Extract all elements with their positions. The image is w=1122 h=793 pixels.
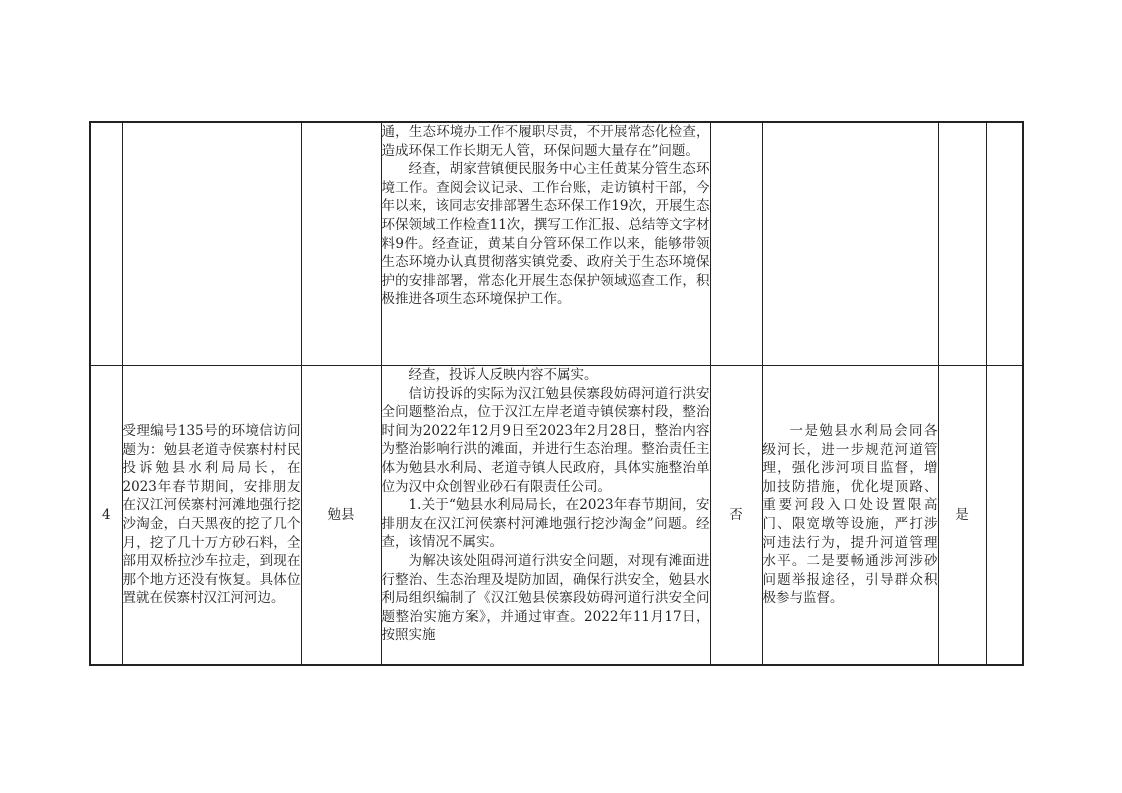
table-row: [90, 366, 1023, 666]
complaint-cell: [122, 122, 301, 366]
findings-cell: [381, 366, 710, 666]
closed-value: 是: [938, 366, 986, 666]
county-name: 勉县: [301, 366, 381, 666]
row-number: 4: [90, 366, 122, 666]
row-number-cell: [90, 122, 122, 366]
findings-cell: [381, 122, 710, 366]
closed-cell: [938, 122, 986, 366]
measures-text: 一是勉县水利局会同各级河长，进一步规范河道管理，强化涉河项目监督，增加技防措施，优化堤顶路、重要河段入口处设置限高门、限宽墩等设施，严打涉河违法行为，提升河道管理水平。二是要畅通涉河涉砂问题举报途径，引导群众积极参与监督。: [762, 366, 938, 666]
complaint-text: 受理编号135号的环境信访问题为：勉县老道寺侯寨村村民投诉勉县水利局局长，在2023年春节期间，安排朋友在汉江河侯寨村河滩地强行挖沙淘金，白天黑夜的挖了几个月，挖了几十万方砂石料，全部用双桥拉沙车拉走，到现在那个地方还没有恢复。具体位置就在侯寨村汉江河河边。: [122, 366, 301, 666]
measures-cell: [762, 122, 938, 366]
findings-paragraph: 信访投诉的实际为汉江勉县侯寨段妨碍河道行洪安全问题整治点，位于汉江左岸老道寺镇侯寨村段，整治时间为2022年12月9日至2023年2月28日，整治内容为整治影响行洪的滩面，并进行生态治理。整治责任主体为勉县水利局、老道寺镇人民政府，具体实施整治单位为汉中众创智业砂石有限责任公司。: [381, 385, 710, 495]
verified-value: 否: [710, 366, 762, 666]
county-cell: [301, 122, 381, 366]
findings-paragraph: 经查，投诉人反映内容不属实。: [408, 367, 598, 383]
table-row: [90, 122, 1023, 366]
findings-paragraph: 1.关于“勉县水利局局长，在2023年春节期间，安排朋友在汉江河侯寨村河滩地强行挖沙淘金”问题。经查，该情况不属实。: [381, 497, 710, 551]
verified-cell: [710, 122, 762, 366]
findings-paragraph: 通，生态环境办工作不履职尽责，不开展常态化检查，造成环保工作长期无人管，环保问题大量存在”问题。: [381, 124, 710, 159]
remark-cell: [986, 366, 1023, 666]
findings-paragraph: 为解决该处阻碍河道行洪安全问题，对现有滩面进行整治、生态治理及堤防加固，确保行洪安全，勉县水利局组织编制了《汉江勉县侯寨段妨碍河道行洪安全问题整治实施方案》，并通过审查。2022年11月17日，按照实施: [381, 552, 710, 644]
findings-paragraph: 经查，胡家营镇便民服务中心主任黄某分管生态环境工作。查阅会议记录、工作台账，走访镇村干部，今年以来，该同志安排部署生态环保工作19次，开展生态环保领域工作检查11次，撰写工作汇报、总结等文字材料9件。经查证，黄某自分管环保工作以来，能够带领生态环境办认真贯彻落实镇党委、政府关于生态环境保护的安排部署，常态化开展生态保护领域巡查工作，积极推进各项生态环境保护工作。: [381, 161, 710, 308]
case-table: [89, 121, 1024, 666]
remark-cell: [986, 122, 1023, 366]
